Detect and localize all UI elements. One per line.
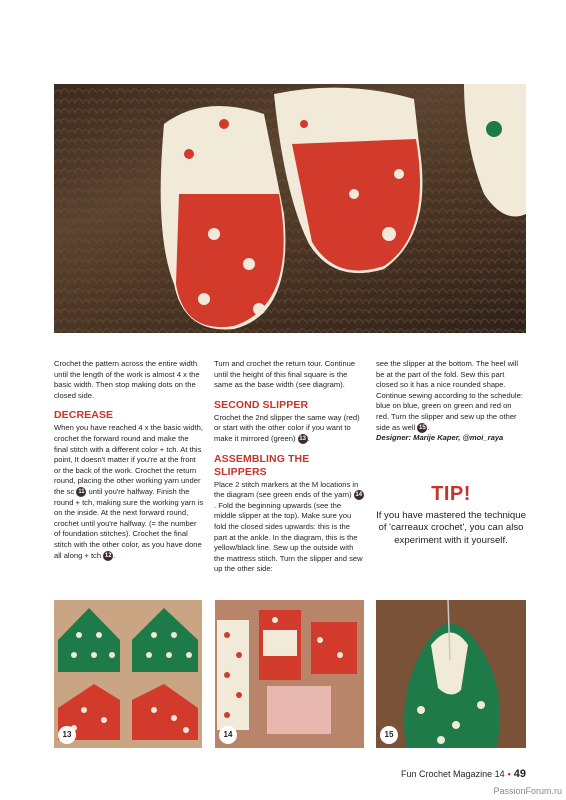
hero-photo — [54, 84, 526, 333]
sewing-text-end: . — [427, 422, 430, 432]
flat-pieces-illustration — [54, 600, 202, 748]
designer-credit: Designer: Marije Kaper, @moi_raya — [376, 433, 504, 443]
footer-bullet: • — [507, 769, 511, 779]
decrease-text-b: until you're halfway. Finish the round + tch, making sure the working yarn is on the inside. At the next forward round, crochet until you're halfway. (= the number of foundation stitches). Crochet the final stitch with the other color, as you have done all along + tch — [54, 486, 204, 560]
photo-number-15: 15 — [380, 726, 398, 744]
watermark: PassionForum.ru — [493, 786, 562, 796]
intro-paragraph: Crochet the pattern across the entire width until the length of the work is almost 4 x the basic width. Then stop making dots on the closed side. — [54, 359, 200, 400]
return-tour-paragraph: Turn and crochet the return tour. Continue until the height of this final square is the same as the base width (see diagram). — [214, 359, 356, 390]
text-column-1 — [54, 359, 204, 561]
page-number: 49 — [513, 768, 526, 780]
decrease-paragraph — [54, 423, 204, 561]
second-slipper-heading: SECOND SLIPPER — [214, 398, 309, 411]
assembling-text-b: . Fold the beginning upwards (see the middle slipper at the top). Make sure you fold the closed sides upwards: this is the part at the ankle. In the diagram, this is the yellow/black line. Sew up the outside with the mattress stitch. Turn the slipper and sew up the other side: — [214, 500, 363, 574]
photo-15 — [376, 600, 526, 748]
magazine-name: Fun Crochet Magazine 14 — [401, 769, 505, 779]
photo-number-13: 13 — [58, 726, 76, 744]
page-footer — [330, 768, 526, 780]
decrease-text-a: When you have reached 4 x the basic width, crochet the forward round and make the final stitch with a different color + tch. At this point, It doesn't matter if you're at the front or the back of the work. Crochet the return round, placing the other working yarn under the sc — [54, 423, 204, 496]
assembling-heading: ASSEMBLING THE SLIPPERS — [214, 452, 310, 478]
slippers-illustration — [54, 84, 526, 333]
assembling-text-a: Place 2 stitch markers at the M locations in the diagram (see green ends of the yarn) — [214, 479, 359, 500]
step-badge-15: 15 — [419, 424, 426, 431]
step-badge-14: 14 — [355, 492, 363, 499]
tip-text: If you have mastered the technique of 'carreaux crochet', you can also experiment with it yourself. — [376, 510, 526, 546]
photo-14 — [215, 600, 364, 748]
decrease-heading: DECREASE — [54, 409, 114, 422]
slipper-left — [161, 106, 286, 329]
second-slipper-end: . — [307, 433, 310, 443]
second-slipper-paragraph — [214, 413, 364, 445]
sewing-paragraph — [376, 359, 526, 433]
photo-number-14: 14 — [219, 726, 237, 744]
step-badge-13: 13 — [299, 435, 306, 442]
assembling-paragraph — [214, 480, 364, 575]
step-badge-11: 11 — [78, 488, 85, 495]
decrease-text-end: . — [113, 550, 116, 560]
tip-box — [376, 482, 526, 547]
sewing-text: see the slipper at the bottom. The heel will be at the part of the fold. Sew this part closed so it has a nice rounded shape. Continue sewing according to the schedule: blue on blue, green on green and red on red. Turn the slipper and sew up the other side as well — [376, 359, 523, 432]
tip-title: TIP! — [431, 483, 471, 505]
text-column-3 — [376, 359, 526, 444]
sewing-illustration — [376, 600, 526, 748]
second-slipper-text: Crochet the 2nd slipper the same way (red) or start with the other color if you want to make it mirrored (green) — [214, 412, 360, 443]
text-column-2 — [214, 359, 364, 575]
photo-13 — [54, 600, 202, 748]
step-badge-12: 12 — [104, 552, 112, 559]
assembly-illustration — [215, 600, 364, 748]
